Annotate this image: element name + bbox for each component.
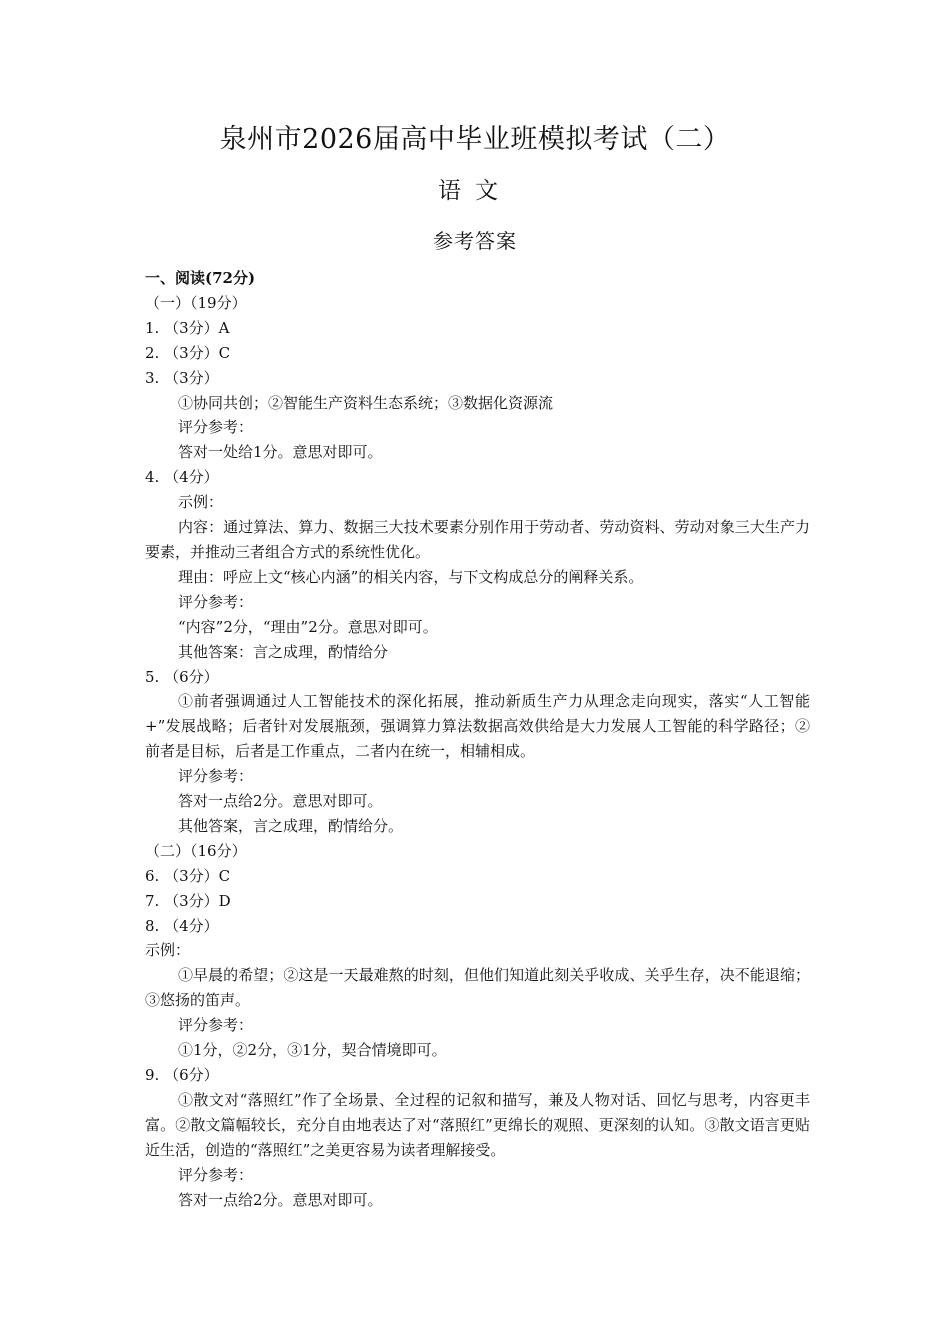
subject-title: 语文 bbox=[438, 178, 512, 204]
rubric-label: 评分参考： bbox=[178, 767, 254, 786]
question-4-label: 4. （4分） bbox=[145, 468, 219, 487]
question-2: 2. （3分）C bbox=[145, 343, 231, 362]
section-heading: 一、阅读(72分) bbox=[145, 269, 256, 287]
question-8-label: 8. （4分） bbox=[145, 916, 219, 935]
rubric-label: 评分参考： bbox=[178, 1016, 254, 1035]
answer-content bbox=[145, 266, 810, 1212]
rubric-text: ①1分，②2分，③1分，契合情境即可。 bbox=[178, 1041, 447, 1060]
other-answer-note: 其他答案：言之成理，酌情给分 bbox=[178, 642, 389, 661]
rubric-text: 答对一点给2分。意思对即可。 bbox=[178, 792, 383, 811]
rubric-text: 答对一处给1分。意思对即可。 bbox=[178, 443, 383, 462]
rubric-label: 评分参考： bbox=[178, 418, 254, 437]
example-label: 示例： bbox=[145, 941, 191, 960]
part-heading: （二）（16分） bbox=[145, 841, 247, 860]
question-7: 7. （3分）D bbox=[145, 891, 231, 910]
question-4-content: 内容：通过算法、算力、数据三大技术要素分别作用于劳动者、劳动资料、劳动对象三大生产力要素，并推动三者组合方式的系统性优化。 bbox=[145, 518, 810, 561]
question-5-answer: ①前者强调通过人工智能技术的深化拓展，推动新质生产力从理念走向现实，落实“人工智能+”发展战略；后者针对发展瓶颈，强调算力算法数据高效供给是大力发展人工智能的科学路径；②前者是目标，后者是工作重点，二者内在统一，相辅相成。 bbox=[145, 692, 810, 761]
question-9-label: 9. （6分） bbox=[145, 1066, 219, 1084]
rubric-text: “内容”2分，“理由”2分。意思对即可。 bbox=[178, 617, 438, 636]
rubric-text: 答对一点给2分。意思对即可。 bbox=[178, 1190, 383, 1209]
question-4-reason: 理由：呼应上文“核心内涵”的相关内容，与下文构成总分的阐释关系。 bbox=[178, 567, 644, 586]
example-label: 示例： bbox=[178, 493, 224, 512]
answers-heading: 参考答案 bbox=[433, 229, 517, 253]
part-heading: （一）（19分） bbox=[145, 293, 247, 312]
question-9-answer: ①散文对“落照红”作了全场景、全过程的记叙和描写，兼及人物对话、回忆与思考，内容更丰富。②散文篇幅较长，充分自由地表达了对“落照红”更绵长的观照、更深刻的认知。③散文语言更贴近生活，创造的“落照红”之美更容易为读者理解接受。 bbox=[145, 1090, 810, 1159]
question-8-answer: ①早晨的希望；②这是一天最难熬的时刻，但他们知道此刻关乎收成、关乎生存，决不能退缩；③悠扬的笛声。 bbox=[145, 966, 810, 1010]
question-3-label: 3. （3分） bbox=[145, 368, 219, 387]
page-title: 泉州市2026届高中毕业班模拟考试（二） bbox=[219, 124, 731, 155]
question-1: 1. （3分）A bbox=[145, 318, 230, 337]
question-5-label: 5. （6分） bbox=[145, 667, 219, 686]
other-answer-note: 其他答案，言之成理，酌情给分。 bbox=[178, 816, 404, 835]
question-3-answer: ①协同共创；②智能生产资料生态系统；③数据化资源流 bbox=[178, 393, 554, 412]
rubric-label: 评分参考： bbox=[178, 592, 254, 611]
rubric-label: 评分参考： bbox=[178, 1165, 254, 1184]
question-6: 6. （3分）C bbox=[145, 866, 231, 885]
